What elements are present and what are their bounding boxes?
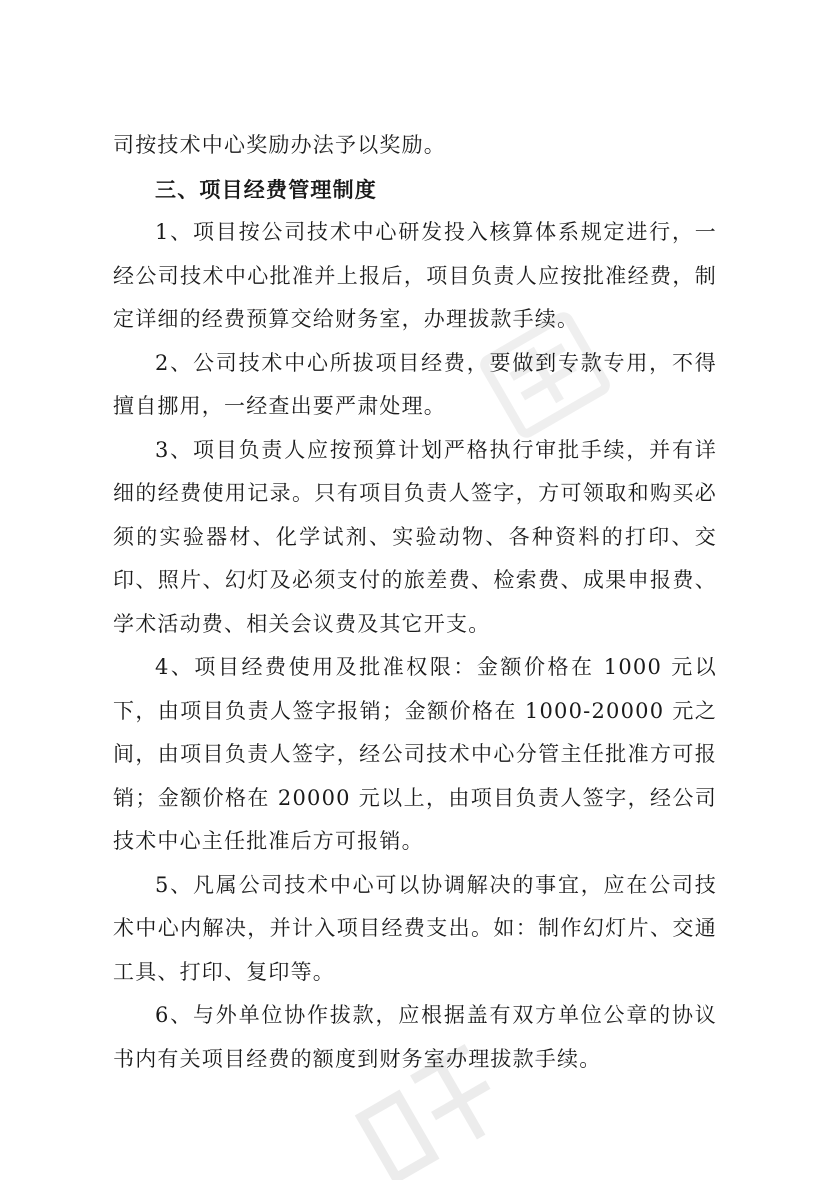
paragraph-item-1: 1、项目按公司技术中心研发投入核算体系规定进行，一经公司技术中心批准并上报后，项目负责人应按批准经费，制定详细的经费预算交给财务室，办理拔款手续。 <box>113 220 717 331</box>
document-body <box>113 124 717 1081</box>
section-heading: 三、项目经费管理制度 <box>155 176 377 202</box>
paragraph-item-6: 6、与外单位协作拔款，应根据盖有双方单位公章的协议书内有关项目经费的额度到财务室办理拔款手续。 <box>113 1003 717 1071</box>
paragraph-item-2: 2、公司技术中心所拔项目经费，要做到专款专用，不得擅自挪用，一经查出要严肃处理。 <box>113 350 717 418</box>
paragraph-item-5: 5、凡属公司技术中心可以协调解决的事宜，应在公司技术中心内解决，并计入项目经费支出。如：制作幻灯片、交通工具、打印、复印等。 <box>113 872 717 984</box>
paragraph-item-4: 4、项目经费使用及批准权限：金额价格在 1000 元以下，由项目负责人签字报销；金额价格在 1000-20000 元之间，由项目负责人签字，经公司技术中心分管主任批准方可报销；金额价格在 20000 元以上，由项目负责人签字，经公司技术中心主任批准后方可报销。 <box>113 655 717 853</box>
paragraph-continuation: 司按技术中心奖励办法予以奖励。 <box>113 133 446 157</box>
paragraph-item-3: 3、项目负责人应按预算计划严格执行审批手续，并有详细的经费使用记录。只有项目负责人签字，方可领取和购买必须的实验器材、化学试剂、实验动物、各种资料的打印、交印、照片、幻灯及必须支付的旅差费、检索费、成果申报费、学术活动费、相关会议费及其它开支。 <box>113 437 717 636</box>
